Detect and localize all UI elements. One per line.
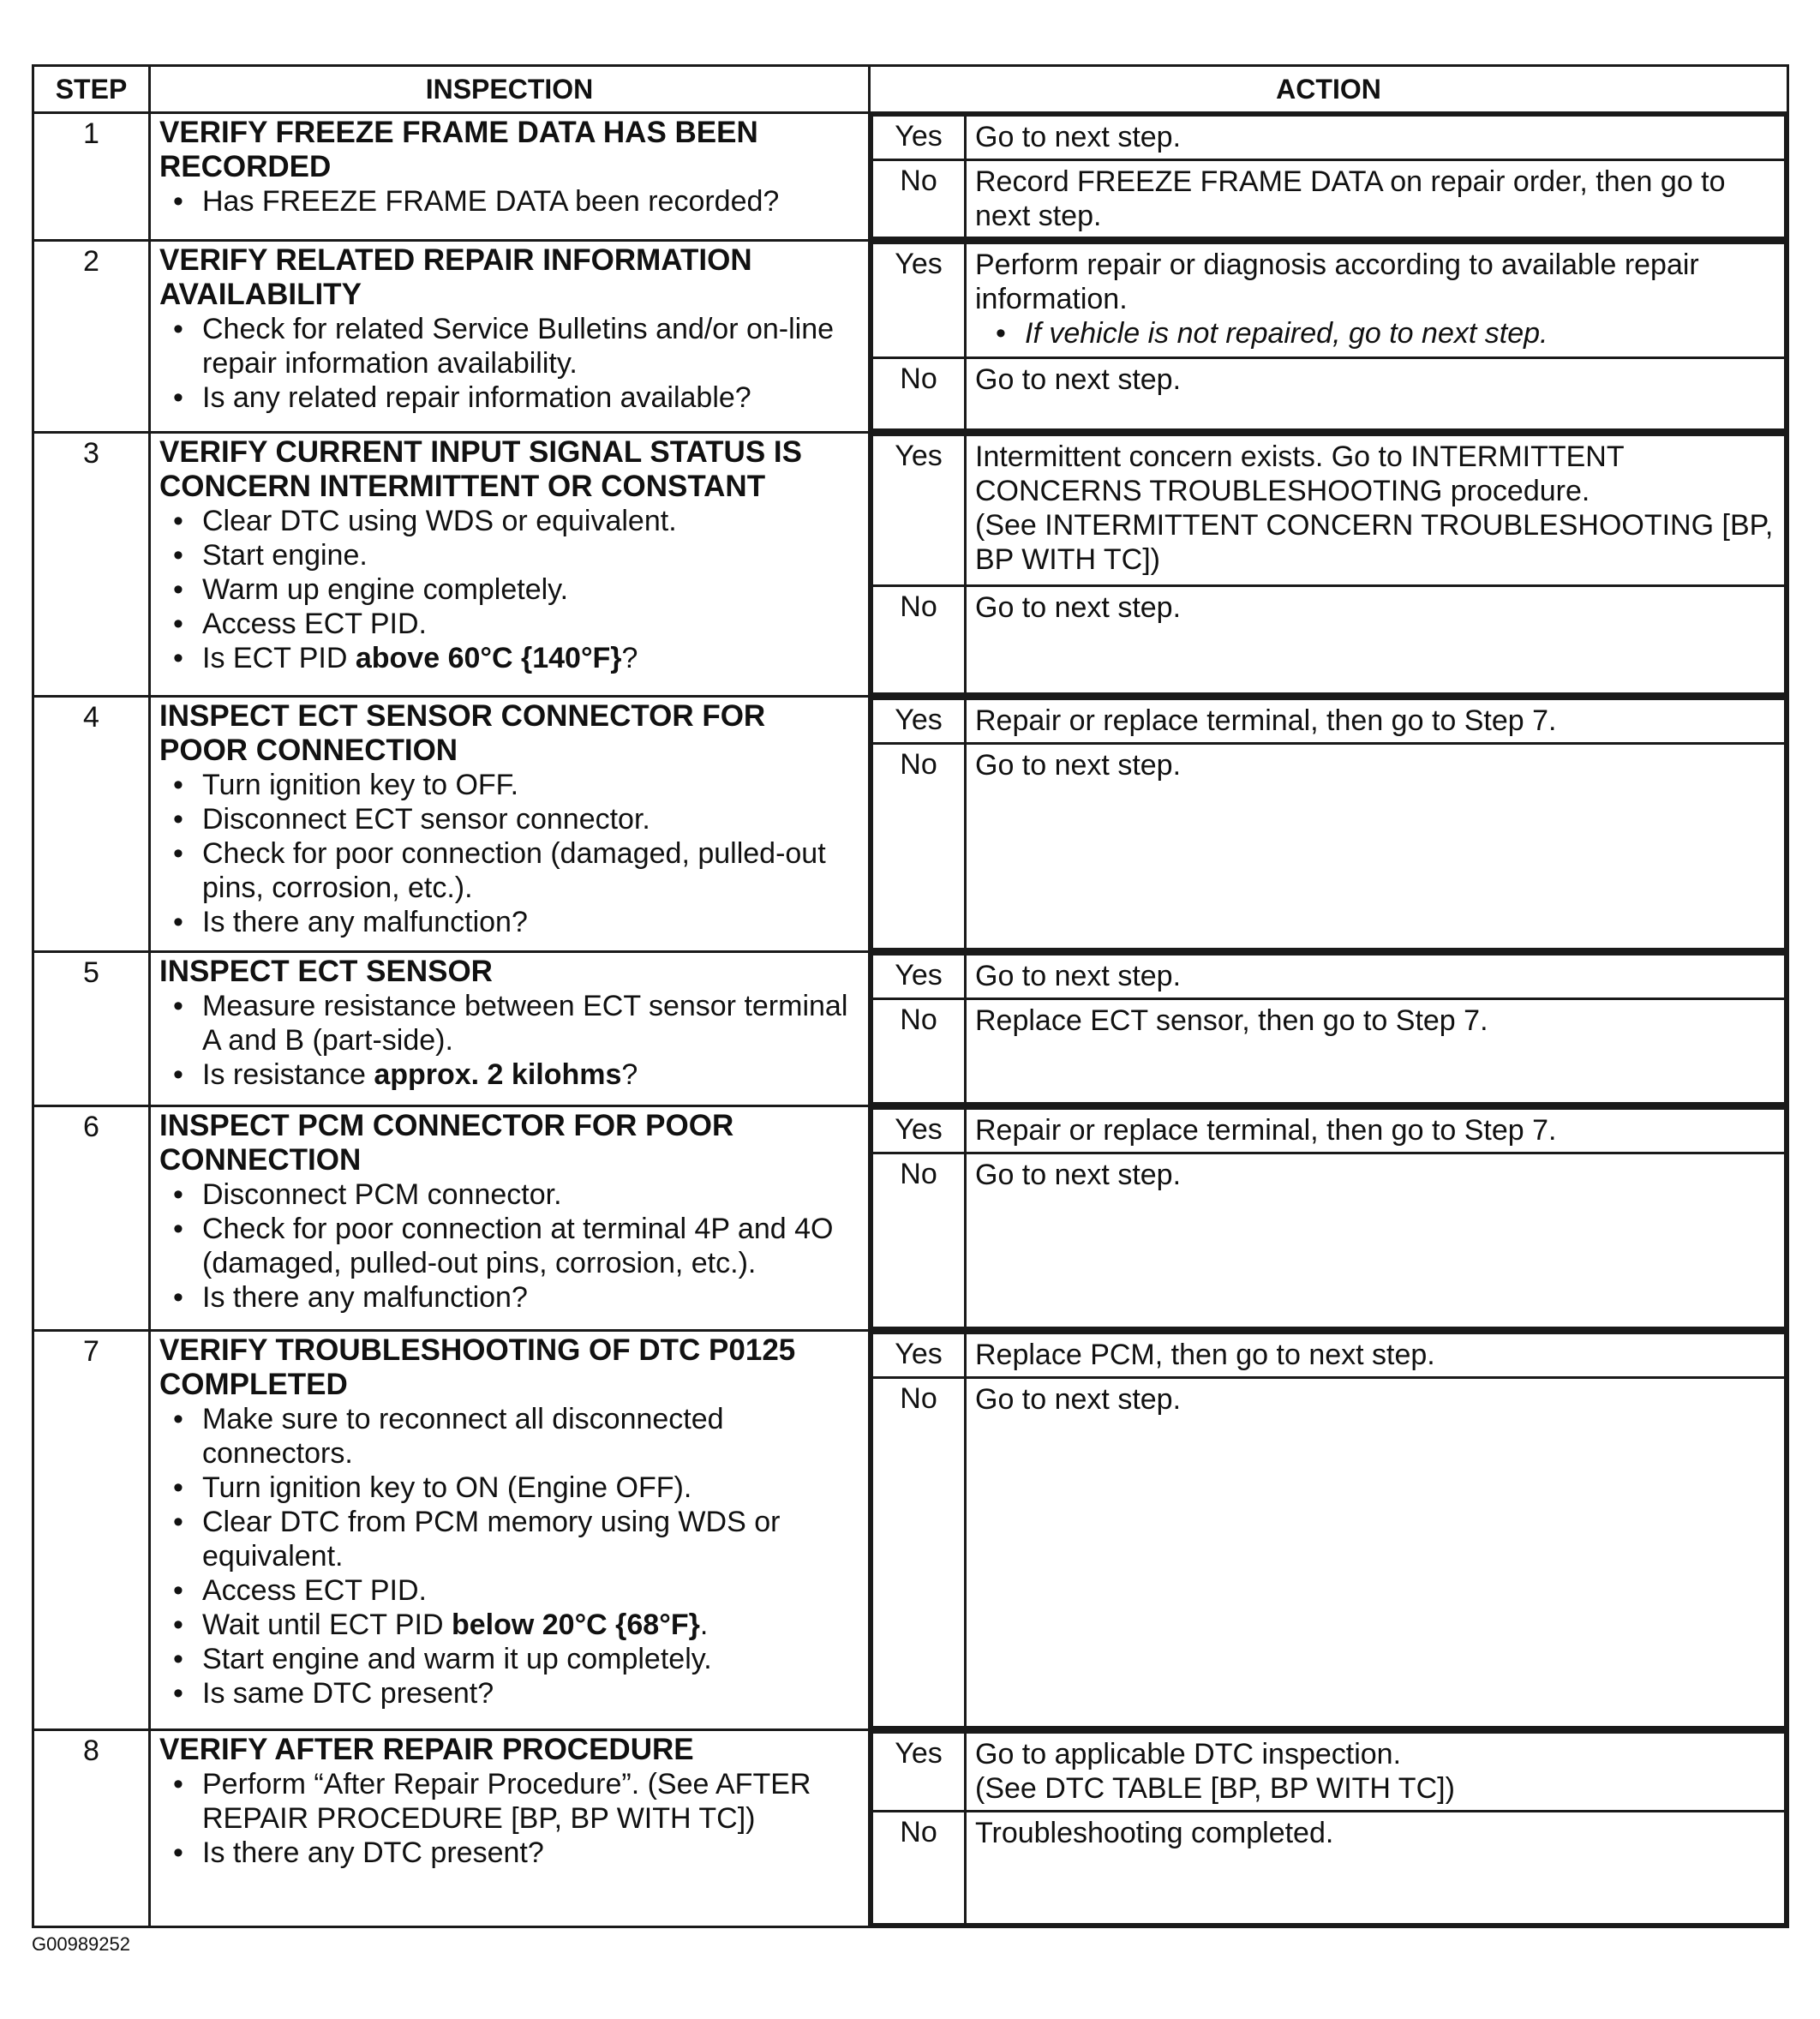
yes-action-reference: (See INTERMITTENT CONCERN TROUBLESHOOTING [BP, BP WITH TC]): [975, 509, 1774, 576]
list-item: • Check for poor connection (damaged, pulled-out pins, corrosion, etc.).: [202, 836, 859, 905]
response-cell: [870, 113, 1788, 241]
no-action: Go to next step.: [966, 1378, 1786, 1728]
threshold-value: approx. 2 kilohms: [374, 1058, 622, 1091]
step-heading: INSPECT ECT SENSOR: [159, 955, 493, 988]
response-cell: [870, 697, 1788, 952]
no-action: Troubleshooting completed.: [966, 1812, 1786, 1925]
yes-label: Yes: [872, 116, 966, 160]
inspection-list: [159, 989, 859, 1092]
inspection-cell: [150, 952, 870, 1106]
inspection-cell: [150, 697, 870, 952]
step-number: 2: [33, 241, 150, 433]
list-item: [202, 1608, 859, 1642]
question-mark: ?: [621, 642, 638, 674]
list-item: • Turn ignition key to OFF.: [202, 768, 859, 802]
yes-label: Yes: [872, 1109, 966, 1153]
yes-label: Yes: [872, 955, 966, 999]
diagnostic-procedure-document: [32, 64, 1787, 1915]
no-label: No: [872, 358, 966, 430]
yes-action: Repair or replace terminal, then go to Step 7.: [966, 699, 1786, 744]
list-item: • Is any related repair information available?: [202, 380, 859, 415]
inspection-cell: [150, 433, 870, 697]
inspection-list: [159, 1177, 859, 1315]
table-row: [33, 952, 1788, 1106]
no-action: Go to next step.: [966, 1153, 1786, 1328]
question-text: Is ECT PID: [202, 642, 356, 674]
list-item: • Clear DTC from PCM memory using WDS or equivalent.: [202, 1505, 859, 1573]
inspection-list: [159, 768, 859, 939]
no-label: No: [872, 1153, 966, 1328]
inspection-cell: [150, 1106, 870, 1331]
yes-label: Yes: [872, 1333, 966, 1378]
response-cell: [870, 1730, 1788, 1927]
response-cell: [870, 433, 1788, 697]
list-item: • Check for related Service Bulletins and/or on-line repair information availability.: [202, 312, 859, 380]
no-action: Record FREEZE FRAME DATA on repair order, then go to next step.: [966, 160, 1786, 238]
list-item: • Access ECT PID.: [202, 1573, 859, 1608]
figure-id: G00989252: [32, 1933, 130, 1955]
table-header-row: [33, 66, 1788, 113]
step-number: 1: [33, 113, 150, 241]
table-row: [33, 113, 1788, 241]
yes-action: Replace PCM, then go to next step.: [966, 1333, 1786, 1378]
question-text: Is resistance: [202, 1058, 374, 1091]
inspection-column-header: INSPECTION: [150, 66, 870, 113]
yes-action: Intermittent concern exists. Go to INTERMITTENT CONCERNS TROUBLESHOOTING procedure.: [975, 440, 1625, 507]
list-item: • Disconnect PCM connector.: [202, 1177, 859, 1212]
list-item: • Is there any DTC present?: [202, 1836, 859, 1870]
no-label: No: [872, 160, 966, 238]
inspection-list: [159, 184, 859, 219]
response-cell: [870, 241, 1788, 433]
list-item: • Has FREEZE FRAME DATA been recorded?: [202, 184, 859, 219]
list-item: • Perform “After Repair Procedure”. (See AFTER REPAIR PROCEDURE [BP, BP WITH TC]): [202, 1767, 859, 1836]
inspection-list: [159, 1402, 859, 1710]
yes-action-cell: [966, 1733, 1786, 1812]
no-label: No: [872, 586, 966, 694]
yes-action: Go to applicable DTC inspection.: [975, 1738, 1402, 1770]
list-item: • Start engine.: [202, 538, 859, 572]
yes-action-cell: [966, 243, 1786, 358]
yes-action-cell: [966, 435, 1786, 586]
step-column-header: STEP: [33, 66, 150, 113]
response-cell: [870, 952, 1788, 1106]
step-heading: VERIFY FREEZE FRAME DATA HAS BEEN RECORDED: [159, 116, 758, 183]
list-item: • Make sure to reconnect all disconnected connectors.: [202, 1402, 859, 1471]
step-heading: VERIFY AFTER REPAIR PROCEDURE: [159, 1733, 694, 1766]
no-action: Go to next step.: [966, 744, 1786, 950]
no-action: Replace ECT sensor, then go to Step 7.: [966, 999, 1786, 1104]
inspection-cell: [150, 1730, 870, 1927]
list-item: • Access ECT PID.: [202, 607, 859, 641]
list-item: [202, 641, 859, 675]
list-item: • Check for poor connection at terminal 4P and 4O (damaged, pulled-out pins, corrosion, etc.).: [202, 1212, 859, 1280]
step-number: 8: [33, 1730, 150, 1927]
step-heading: VERIFY TROUBLESHOOTING OF DTC P0125 COMPLETED: [159, 1333, 796, 1401]
table-row: [33, 433, 1788, 697]
action-column-header: ACTION: [870, 66, 1788, 113]
yes-action-note: • If vehicle is not repaired, go to next step.: [1025, 316, 1775, 350]
step-number: 7: [33, 1331, 150, 1730]
list-item: [202, 1057, 859, 1092]
list-item: • Is there any malfunction?: [202, 1280, 859, 1315]
step-number: 4: [33, 697, 150, 952]
step-heading: INSPECT ECT SENSOR CONNECTOR FOR POOR CONNECTION: [159, 699, 766, 767]
list-item: • Disconnect ECT sensor connector.: [202, 802, 859, 836]
yes-action-reference: (See DTC TABLE [BP, BP WITH TC]): [975, 1772, 1455, 1805]
table-row: [33, 1730, 1788, 1927]
no-label: No: [872, 1378, 966, 1728]
inspection-cell: [150, 241, 870, 433]
yes-action: Repair or replace terminal, then go to Step 7.: [966, 1109, 1786, 1153]
inspection-list: [159, 504, 859, 675]
diagnostic-table: [32, 64, 1789, 1928]
inspection-cell: [150, 113, 870, 241]
list-item: • Is same DTC present?: [202, 1676, 859, 1710]
table-row: [33, 1106, 1788, 1331]
inspection-cell: [150, 1331, 870, 1730]
table-row: [33, 241, 1788, 433]
yes-label: Yes: [872, 699, 966, 744]
step-heading: VERIFY CURRENT INPUT SIGNAL STATUS IS CONCERN INTERMITTENT OR CONSTANT: [159, 435, 802, 503]
response-cell: [870, 1106, 1788, 1331]
step-number: 6: [33, 1106, 150, 1331]
no-label: No: [872, 999, 966, 1104]
threshold-value: below 20°C {68°F}: [451, 1609, 700, 1641]
yes-action: Go to next step.: [966, 116, 1786, 160]
list-item: • Clear DTC using WDS or equivalent.: [202, 504, 859, 538]
list-item: • Warm up engine completely.: [202, 572, 859, 607]
yes-action: Go to next step.: [966, 955, 1786, 999]
list-item: • Start engine and warm it up completely.: [202, 1642, 859, 1676]
list-item: • Turn ignition key to ON (Engine OFF).: [202, 1471, 859, 1505]
period: .: [699, 1609, 709, 1641]
threshold-value: above 60°C {140°F}: [355, 642, 622, 674]
list-item: • Measure resistance between ECT sensor terminal A and B (part-side).: [202, 989, 859, 1057]
step-number: 5: [33, 952, 150, 1106]
table-row: [33, 1331, 1788, 1730]
step-number: 3: [33, 433, 150, 697]
inspection-list: [159, 312, 859, 415]
yes-label: Yes: [872, 435, 966, 586]
no-label: No: [872, 1812, 966, 1925]
wait-text: Wait until ECT PID: [202, 1609, 452, 1641]
yes-label: Yes: [872, 1733, 966, 1812]
yes-action: Perform repair or diagnosis according to available repair information.: [975, 249, 1699, 315]
step-heading: INSPECT PCM CONNECTOR FOR POOR CONNECTION: [159, 1109, 734, 1177]
no-action: Go to next step.: [966, 358, 1786, 430]
response-cell: [870, 1331, 1788, 1730]
question-mark: ?: [621, 1058, 638, 1091]
step-heading: VERIFY RELATED REPAIR INFORMATION AVAILABILITY: [159, 243, 752, 311]
no-label: No: [872, 744, 966, 950]
inspection-list: [159, 1767, 859, 1870]
list-item: • Is there any malfunction?: [202, 905, 859, 939]
no-action: Go to next step.: [966, 586, 1786, 694]
table-row: [33, 697, 1788, 952]
yes-label: Yes: [872, 243, 966, 358]
